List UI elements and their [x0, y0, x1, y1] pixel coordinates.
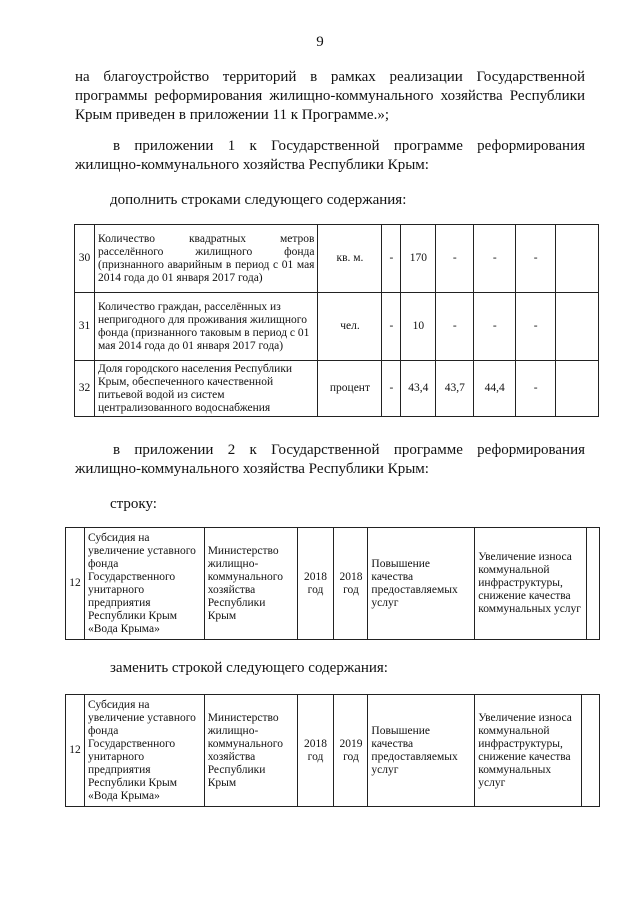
empty-cell — [556, 293, 599, 361]
value-cell: - — [382, 293, 401, 361]
appendix1-instruction: дополнить строками следующего содержания: — [110, 192, 407, 208]
page-number: 9 — [316, 34, 324, 50]
value-cell: - — [382, 225, 401, 293]
indicator-name: Количество граждан, расселённых из непригодного для проживания жилищного фонда (признанного таковым в период с 01 мая 2014 года до 01 января 2017 года) — [94, 293, 318, 361]
value-cell: - — [474, 225, 516, 293]
row-number: 12 — [66, 528, 85, 640]
row-number: 30 — [75, 225, 95, 293]
unit: кв. м. — [318, 225, 382, 293]
expected-result: Повышение качества предоставляемых услуг — [368, 695, 475, 807]
indicator-row-32 — [75, 361, 599, 417]
unit: процент — [318, 361, 382, 417]
appendix2-instruction: строку: — [110, 496, 157, 512]
value-cell: 43,7 — [436, 361, 474, 417]
measure-name: Субсидия на увеличение уставного фонда Государственного унитарного предприятия Республики Крым «Вода Крыма» — [84, 528, 204, 640]
new-measure-row — [66, 695, 600, 807]
appendix1-paragraph: в приложении 1 к Государственной программе реформирования жилищно-коммунального хозяйства Республики Крым: — [75, 138, 585, 173]
value-cell: - — [474, 293, 516, 361]
value-cell: - — [516, 361, 556, 417]
old-row-table — [65, 527, 600, 640]
new-row-table — [65, 694, 600, 807]
empty-cell — [556, 225, 599, 293]
start-year: 2018 год — [297, 528, 334, 640]
value-cell: 44,4 — [474, 361, 516, 417]
measure-name: Субсидия на увеличение уставного фонда Государственного унитарного предприятия Республики Крым «Вода Крыма» — [84, 695, 204, 807]
indicator-row-30 — [75, 225, 599, 293]
row-number: 32 — [75, 361, 95, 417]
row-number: 31 — [75, 293, 95, 361]
unit: чел. — [318, 293, 382, 361]
expected-result: Повышение качества предоставляемых услуг — [368, 528, 475, 640]
row-number: 12 — [66, 695, 85, 807]
old-measure-row — [66, 528, 600, 640]
appendix2-paragraph: в приложении 2 к Государственной программе реформирования жилищно-коммунального хозяйства Республики Крым: — [75, 442, 585, 477]
value-cell: - — [516, 293, 556, 361]
intro-paragraph: на благоустройство территорий в рамках реализации Государственной программы реформирования жилищно-коммунального хозяйства Республики Крым приведен в приложении 11 к Программе.»; — [75, 69, 585, 123]
value-cell: 43,4 — [401, 361, 436, 417]
value-cell: 10 — [401, 293, 436, 361]
end-year: 2018 год — [334, 528, 368, 640]
empty-cell — [556, 361, 599, 417]
indicator-row-31 — [75, 293, 599, 361]
end-year: 2019 год — [334, 695, 368, 807]
empty-cell — [587, 528, 600, 640]
consequence: Увеличение износа коммунальной инфраструктуры, снижение качества коммунальных услуг — [475, 695, 582, 807]
replace-instruction: заменить строкой следующего содержания: — [110, 660, 388, 676]
value-cell: - — [436, 225, 474, 293]
empty-cell — [582, 695, 600, 807]
indicator-name: Количество квадратных метров расселённого жилищного фонда (признанного аварийным в период с 01 мая 2014 года до 01 января 2017 года) — [94, 225, 318, 293]
executor: Министерство жилищно-коммунального хозяйства Республики Крым — [204, 695, 297, 807]
executor: Министерство жилищно-коммунального хозяйства Республики Крым — [204, 528, 297, 640]
indicator-name: Доля городского населения Республики Крым, обеспеченного качественной питьевой водой из систем централизованного водоснабжения — [94, 361, 318, 417]
value-cell: 170 — [401, 225, 436, 293]
indicators-table — [74, 224, 599, 417]
start-year: 2018 год — [297, 695, 334, 807]
consequence: Увеличение износа коммунальной инфраструктуры, снижение качества коммунальных услуг — [475, 528, 587, 640]
value-cell: - — [382, 361, 401, 417]
value-cell: - — [516, 225, 556, 293]
value-cell: - — [436, 293, 474, 361]
